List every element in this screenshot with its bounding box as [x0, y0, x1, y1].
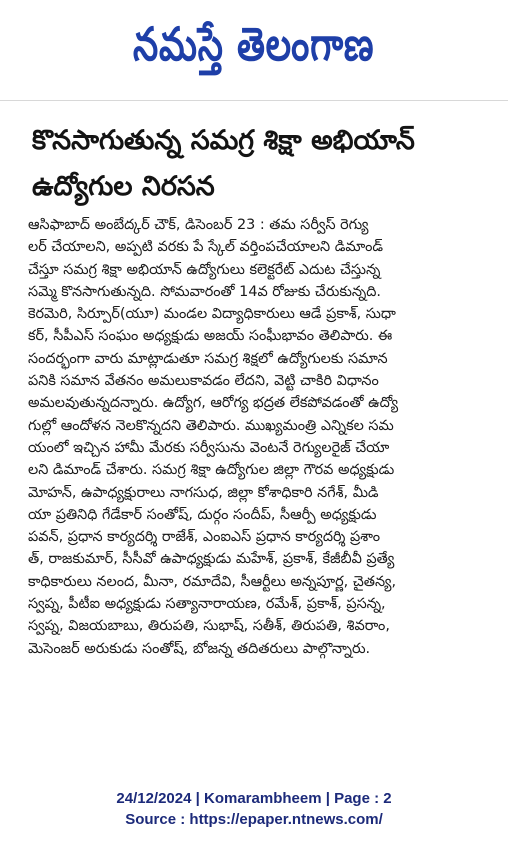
body-line: ఆసిఫాబాద్ అంబేద్కర్ చౌక్, డిసెంబర్ 23 : తమ సర్వీస్ రెగ్యు [28, 217, 369, 233]
body-line: స్వప్న, పీటీఐ అధ్యక్షుడు సత్యానారాయణ, రమేశ్, ప్రకాశ్, ప్రసన్న, [28, 596, 386, 613]
body-line: పవన్, ప్రధాన కార్యదర్శి రాజేశ్, ఎంఐఎస్ ప్రధాన కార్యదర్శి ప్రశాం [28, 529, 381, 546]
masthead-divider [0, 100, 508, 101]
body-line: యంలో ఇచ్చిన హామీ మేరకు సర్వీసును వెంటనే రెగ్యులరైజ్ చేయా [28, 439, 390, 456]
body-line: గుల్లో ఆందోళన నెలకొన్నదని తెలిపారు. ముఖ్యమంత్రి ఎన్నికల సమ [28, 417, 394, 434]
headline-line: కొనసాగుతున్న సమగ్ర శిక్షా అభియాన్ [32, 125, 415, 156]
article-headline [32, 118, 502, 210]
body-line: స్వప్న, విజయబాబు, తిరుపతి, సుభాష్, సతీశ్, తిరుపతి, శివరాం, [28, 618, 390, 635]
body-line: కర్, సీపీఎస్ సంఘం అధ్యక్షుడు అజయ్ సంఘీభావం తెలిపారు. ఈ [28, 328, 393, 345]
body-line: కాధికారులు నలంద, మీనా, రమాదేవి, సీఆర్టీలు అన్నపూర్ణ, చైతన్య, [28, 573, 397, 590]
body-line: అమలవుతున్నదన్నారు. ఉద్యోగ, ఆరోగ్య భద్రత లేకపోవడంతో ఉద్యో [28, 395, 399, 412]
body-line: సందర్భంగా వారు మాట్లాడుతూ సమగ్ర శిక్షలో ఉద్యోగులకు సమాన [28, 350, 388, 367]
body-line: మెసెంజర్ అరుకుడు సంతోష్, బోజన్న తదితరులు పాల్గొన్నారు. [28, 640, 371, 657]
headline-line: ఉద్యోగుల నిరసన [32, 171, 215, 202]
masthead [0, 0, 508, 100]
body-line: యా ప్రతినిధి గేడేకార్ సంతోష్, దుర్గం సందీప్, సీఆర్పీ అధ్యక్షుడు [28, 506, 377, 523]
masthead-title: నమస్తే తెలంగాణ [133, 17, 375, 71]
body-line: పనికి సమాన వేతనం అమలుకావడం లేదని, వెట్టి చాకిరి విధానం [28, 373, 379, 390]
article-body [28, 214, 502, 660]
body-line: లర్ చేయాలని, అప్పటి వరకు పే స్కేల్ వర్తింపచేయాలని డిమాండ్ [28, 239, 384, 256]
clipping-footer [0, 788, 508, 830]
body-line: త్, రాజకుమార్, సీసీవో ఉపాధ్యక్షుడు మహేశ్, ప్రకాశ్, కేజీబీవీ ప్రత్యే [28, 551, 395, 568]
body-line: లని డిమాండ్ చేశారు. సమగ్ర శిక్షా ఉద్యోగుల జిల్లా గౌరవ అధ్యక్షుడు [28, 462, 395, 479]
body-line: మోహన్, ఉపాధ్యక్షురాలు నాగసుధ, జిల్లా కోశాధికారి నగేశ్, మీడి [28, 484, 379, 501]
source-link[interactable]: Source : https://epaper.ntnews.com/ [125, 811, 383, 828]
body-line: చేస్తూ సమగ్ర శిక్షా అభియాన్ ఉద్యోగులు కలెక్టరేట్ ఎదుట చేస్తున్న [28, 261, 381, 278]
body-line: సమ్మె కొనసాగుతున్నది. సోమవారంతో 14వ రోజుకు చేరుకున్నది. [28, 283, 381, 300]
edition-info: 24/12/2024 | Komarambheem | Page : 2 [116, 790, 392, 807]
body-line: కెరమెరి, సిర్పూర్(యూ) మండల విద్యాధికారులు ఆడే ప్రకాశ్, సుధా [28, 306, 396, 323]
